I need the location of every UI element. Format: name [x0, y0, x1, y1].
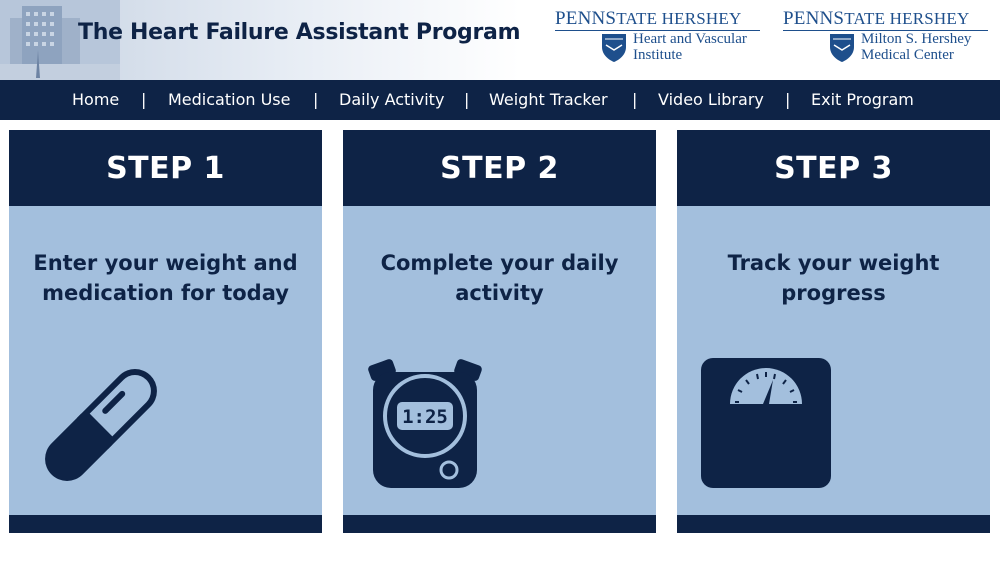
- logo-line1: Heart and Vascular: [633, 31, 747, 47]
- step-1-card[interactable]: [9, 130, 322, 533]
- pill-capsule-icon: [31, 355, 171, 495]
- nav-weight-tracker[interactable]: Weight Tracker: [489, 90, 608, 109]
- step-description-line1: Track your weight: [727, 251, 940, 275]
- shield-icon: [601, 33, 627, 63]
- logo-brand-rest: TATE HERSHEY: [844, 9, 970, 28]
- card-footer-bar: [9, 515, 322, 533]
- step-description-line2: medication for today: [42, 281, 289, 305]
- nav-home[interactable]: Home: [72, 90, 120, 109]
- logo-brand-penn: PENN: [555, 8, 606, 29]
- heart-vascular-institute-logo: [555, 6, 770, 74]
- step-description-line2: progress: [781, 281, 886, 305]
- nav-exit-program[interactable]: Exit Program: [811, 90, 914, 109]
- logo-brand-penn: PENN: [783, 8, 834, 29]
- stopwatch-time: 1:25: [402, 406, 448, 428]
- step-title: STEP 1: [9, 130, 322, 206]
- step-description-line1: Enter your weight and: [33, 251, 298, 275]
- nav-separator: |: [141, 90, 147, 109]
- stopwatch-icon: [367, 356, 483, 490]
- card-footer-bar: [343, 515, 656, 533]
- step-description: [9, 248, 322, 308]
- step-description-line2: activity: [455, 281, 544, 305]
- bathroom-scale-icon: [701, 358, 831, 490]
- nav-daily-activity[interactable]: Daily Activity: [339, 90, 445, 109]
- card-footer-bar: [677, 515, 990, 533]
- nav-separator: |: [313, 90, 319, 109]
- nav-medication-use[interactable]: Medication Use: [168, 90, 291, 109]
- nav-video-library[interactable]: Video Library: [658, 90, 764, 109]
- logo-brand-rest: TATE HERSHEY: [616, 9, 742, 28]
- app-header: [0, 0, 1000, 80]
- step-title: STEP 2: [343, 130, 656, 206]
- step-3-card[interactable]: [677, 130, 990, 533]
- logo-line1: Milton S. Hershey: [861, 31, 972, 47]
- app-title: The Heart Failure Assistant Program: [78, 20, 521, 45]
- nav-separator: |: [464, 90, 470, 109]
- step-title: STEP 3: [677, 130, 990, 206]
- logo-brand-s: S: [833, 8, 845, 29]
- logo-line2: Medical Center: [861, 47, 954, 63]
- step-2-card[interactable]: [343, 130, 656, 533]
- step-description: [677, 248, 990, 308]
- logo-brand-s: S: [605, 8, 617, 29]
- step-description: [343, 248, 656, 308]
- nav-separator: |: [785, 90, 791, 109]
- nav-separator: |: [632, 90, 638, 109]
- shield-icon: [829, 33, 855, 63]
- milton-hershey-medical-center-logo: [783, 6, 998, 74]
- logo-line2: Institute: [633, 47, 683, 63]
- main-nav: [0, 80, 1000, 120]
- step-description-line1: Complete your daily: [380, 251, 619, 275]
